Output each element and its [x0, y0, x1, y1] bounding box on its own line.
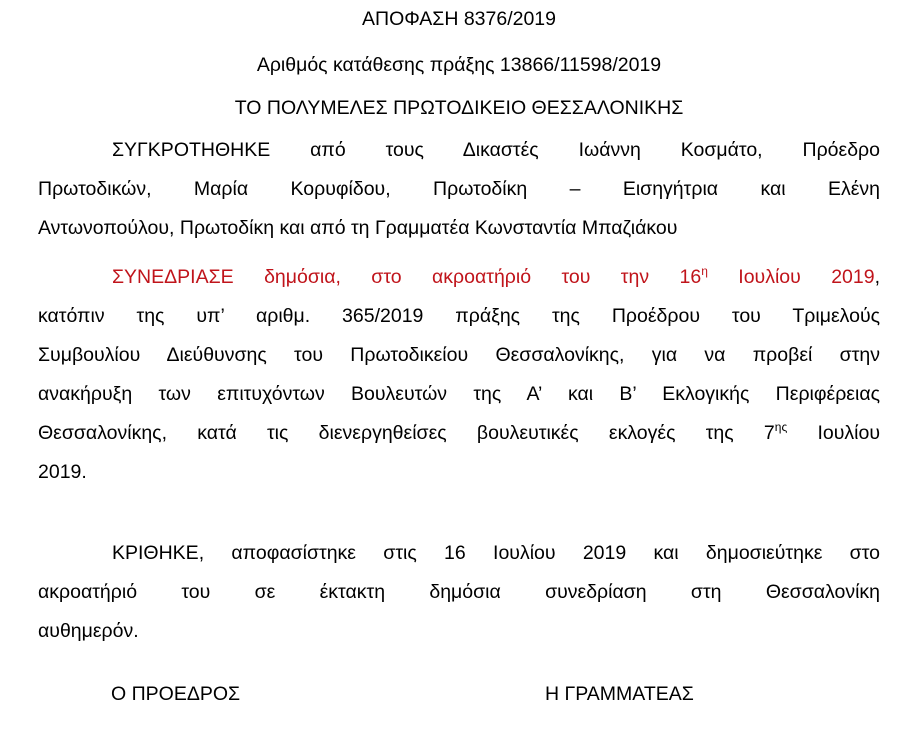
session-red-main: ΣΥΝΕΔΡΙΑΣΕ δημόσια, στο ακροατήριό του την 16	[112, 266, 702, 288]
session-line: κατόπιν της υπ’ αριθμ. 365/2019 πράξης της Προέδρου του Τριμελούς	[38, 305, 880, 327]
session-line	[38, 258, 880, 297]
decided-paragraph	[38, 534, 880, 651]
composition-line: Πρωτοδικών, Μαρία Κορυφίδου, Πρωτοδίκη – Εισηγήτρια και Ελένη	[38, 178, 880, 200]
session-red-text	[112, 266, 875, 288]
decided-line: ΚΡΙΘΗΚΕ, αποφασίστηκε στις 16 Ιουλίου 2019 και δημοσιεύτηκε στο	[112, 542, 880, 564]
decided-line: αυθημερόν.	[38, 620, 139, 642]
session-line5-end: Ιουλίου	[787, 422, 881, 444]
composition-paragraph	[38, 131, 880, 248]
session-line5-main: Θεσσαλονίκης, κατά τις διενεργηθείσες βουλευτικές εκλογές της 7	[38, 422, 775, 444]
session-red-date: Ιουλίου 2019	[707, 266, 875, 288]
composition-line: ΣΥΓΚΡΟΤΗΘΗΚΕ από τους Δικαστές Ιωάννη Κοσμάτο, Πρόεδρο	[112, 139, 880, 161]
session-comma: ,	[874, 266, 880, 288]
session-line: 2019.	[38, 461, 87, 483]
filing-number: Αριθμός κατάθεσης πράξης 13866/11598/2019	[256, 54, 662, 76]
composition-line: Αντωνοπούλου, Πρωτοδίκη και από τη Γραμματέα Κωνσταντία Μπαζιάκου	[38, 217, 678, 239]
session-line5-superscript: ης	[774, 420, 788, 434]
session-line: Συμβουλίου Διεύθυνσης του Πρωτοδικείου Θεσσαλονίκης, για να προβεί στην	[38, 344, 880, 366]
secretary-signature-label: Η ΓΡΑΜΜΑΤΕΑΣ	[545, 683, 694, 705]
session-line: ανακήρυξη των επιτυχόντων Βουλευτών της Α’ και Β’ Εκλογικής Περιφέρειας	[38, 383, 880, 405]
decision-title: ΑΠΟΦΑΣΗ 8376/2019	[362, 8, 556, 30]
session-line	[38, 414, 880, 453]
session-red-superscript: η	[701, 264, 708, 278]
court-name: ΤΟ ΠΟΛΥΜΕΛΕΣ ΠΡΩΤΟΔΙΚΕΙΟ ΘΕΣΣΑΛΟΝΙΚΗΣ	[234, 97, 684, 119]
president-signature-label: Ο ΠΡΟΕΔΡΟΣ	[111, 683, 241, 705]
decided-line: ακροατήριό του σε έκτακτη δημόσια συνεδρίαση στη Θεσσαλονίκη	[38, 581, 880, 603]
session-paragraph	[38, 258, 880, 492]
